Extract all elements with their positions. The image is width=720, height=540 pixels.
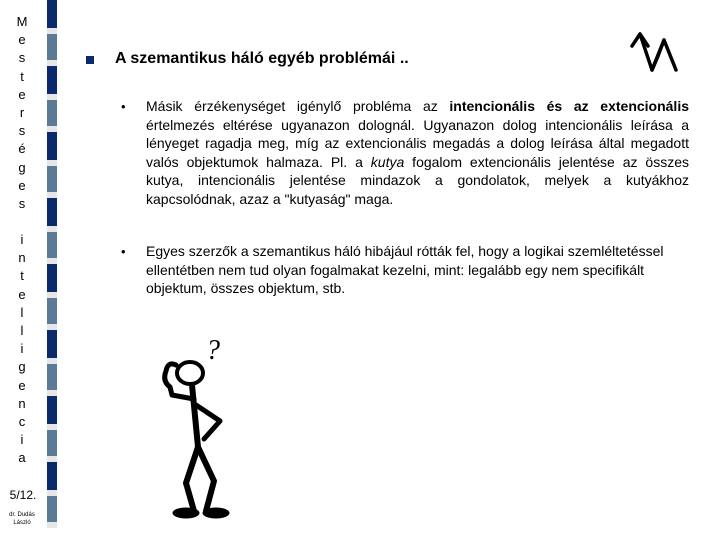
stripe-segment (47, 166, 57, 192)
bullet-paragraph-2: Egyes szerzők a szemantikus háló hibájául rótták fel, hogy a logikai szemléltetéssel ellentétben nem tud olyan fogalmakat kezelni, mint: legalább egy nem specifikált objektum, összes objektum, stb. (146, 243, 664, 296)
stripe-segment (47, 66, 57, 94)
bullet1-text-b: értelmezés eltérése ugyanazon dolognál. Ugyanazon dolog intencionális leírása a lényeget ragadja meg, míg az extencionális megadás a dolog leírása által megadott valós objektumok halmaza. Pl. a (146, 116, 689, 170)
stripe-segment (47, 496, 57, 522)
vertical-word-2-letter: n (18, 250, 26, 266)
stripe-segment (47, 232, 57, 258)
stripe-segment (47, 522, 57, 528)
vertical-word-1-letter: s (18, 123, 26, 139)
vertical-word-2-letter: e (18, 286, 26, 302)
vertical-word-2-letter: a (18, 450, 26, 466)
vertical-word-1-letter: s (18, 50, 26, 66)
stripe-segment (47, 364, 57, 390)
triangle-logo-icon (628, 30, 684, 74)
bullet1-text-a: Másik érzékenységet igénylő probléma az (146, 98, 450, 114)
vertical-word-2-letter: i (20, 232, 24, 247)
vertical-word-2-letter: n (18, 395, 26, 411)
bullet-paragraph-1 (146, 97, 689, 208)
author (2, 511, 42, 527)
vertical-word-2-letter: l (20, 323, 24, 338)
author-line-1: dr. Dudás (9, 512, 35, 518)
slide-number: 5/12. (9, 488, 37, 502)
vertical-word-1-letter: g (18, 159, 26, 175)
author-line-2: László (13, 520, 31, 526)
bullet1-italic-term: kutya (370, 153, 405, 170)
stripe-segment (47, 396, 57, 424)
page-title: A szemantikus háló egyéb problémái .. (115, 50, 409, 67)
vertical-word-1-letter: M (16, 14, 28, 29)
vertical-word-2-letter: i (20, 432, 24, 448)
vertical-word-1-letter: r (19, 105, 25, 120)
vertical-word-1-letter: t (20, 68, 24, 84)
stripe-segment (47, 132, 57, 160)
stripe-segment (47, 330, 57, 358)
figure-question-mark: ? (206, 335, 220, 366)
decorative-stripe-bar (47, 0, 57, 540)
title-bullet-icon (86, 56, 94, 64)
stripe-segment (47, 34, 57, 60)
vertical-word-1-letter: s (18, 196, 26, 211)
thinking-stick-figure-icon (148, 335, 258, 520)
bullet-dot-2: • (121, 244, 126, 259)
stripe-segment (47, 264, 57, 292)
vertical-word-2-letter: i (20, 341, 24, 357)
bullet1-bold-term: intencionális és az extencionális (449, 98, 689, 114)
stripe-segment (47, 100, 57, 126)
vertical-word-1-letter: e (18, 177, 26, 193)
stripe-segment (47, 0, 57, 28)
vertical-word-2-letter: l (20, 304, 24, 320)
vertical-word-1-letter: e (18, 32, 26, 48)
vertical-word-1-letter: e (18, 86, 26, 102)
stripe-segment (47, 430, 57, 456)
vertical-word-2-letter: g (18, 359, 26, 375)
vertical-word-2-letter: e (18, 377, 26, 393)
bullet-dot-1: • (121, 99, 126, 114)
stripe-segment (47, 298, 57, 324)
stripe-segment (47, 462, 57, 490)
vertical-word-2-letter: c (18, 414, 26, 429)
vertical-word-2-letter: t (20, 268, 24, 284)
sidebar (0, 0, 42, 540)
vertical-word-1-letter: é (18, 141, 26, 157)
stripe-segment (47, 198, 57, 226)
bullet1-text-c: fogalom extencionális jelentése az összes kutya, intencionális jelentése mindazok a gondolatok, melyek a kutyákhoz kapcsolódnak, azaz a "kutyaság" maga. (146, 153, 689, 207)
